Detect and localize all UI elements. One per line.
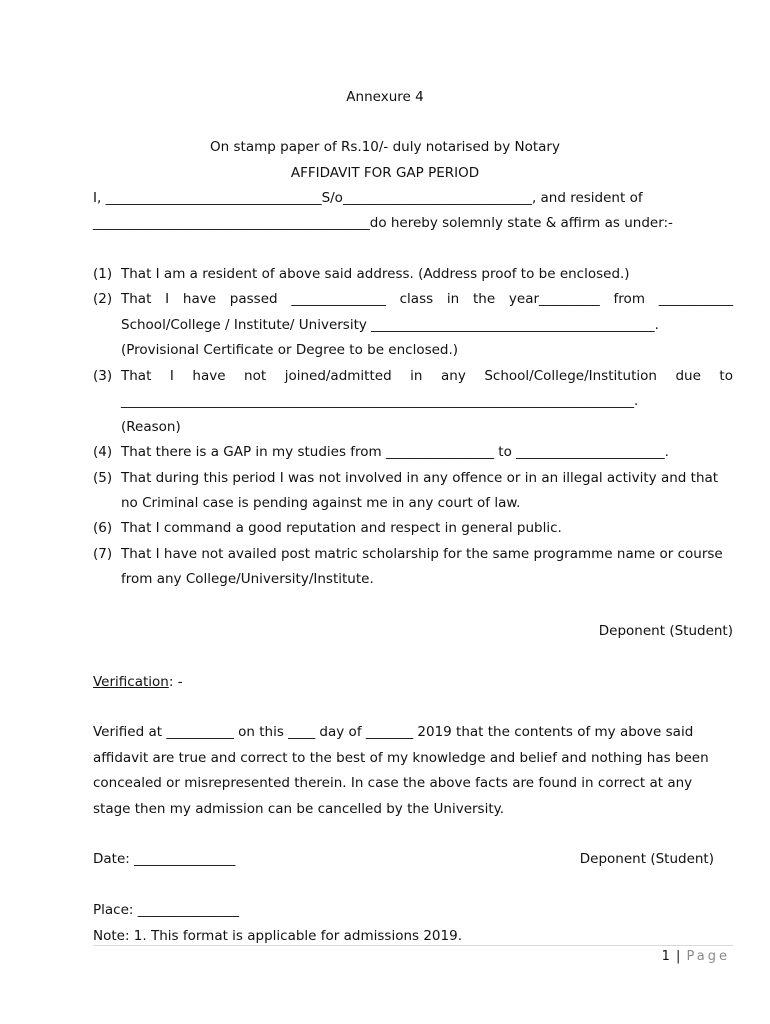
item-number: (6) bbox=[93, 520, 113, 536]
item-number: (2) bbox=[93, 291, 113, 307]
item-7-line-2: from any College/University/Institute. bbox=[121, 571, 374, 587]
item-number: (1) bbox=[93, 266, 113, 282]
verification-heading-text: Verification bbox=[93, 674, 169, 690]
intro-line-1: I, ________________________________S/o____________________________, and resident of bbox=[93, 190, 643, 206]
page-number: 1 bbox=[661, 949, 671, 964]
verification-line-3: concealed or misrepresented therein. In case the above facts are found in correct at any bbox=[93, 775, 693, 791]
verification-heading-suffix: : - bbox=[168, 674, 183, 690]
note-line: Note: 1. This format is applicable for admissions 2019. bbox=[93, 928, 462, 944]
item-3-line-2: ____________________________________________________________________________. bbox=[121, 393, 639, 409]
annexure-label: Annexure 4 bbox=[346, 89, 424, 105]
verification-heading bbox=[93, 673, 183, 691]
item-number: (7) bbox=[93, 546, 113, 562]
deponent-signature-label-2: Deponent (Student) bbox=[579, 851, 714, 867]
verification-line-4: stage then my admission can be cancelled by the University. bbox=[93, 801, 504, 817]
item-1-line-1: That I am a resident of above said address. (Address proof to be enclosed.) bbox=[121, 266, 630, 282]
item-number: (4) bbox=[93, 444, 113, 460]
item-2-line-3: (Provisional Certificate or Degree to be enclosed.) bbox=[121, 342, 459, 358]
deponent-signature-label: Deponent (Student) bbox=[598, 623, 733, 639]
page-separator: | bbox=[675, 949, 682, 964]
page-footer bbox=[662, 949, 730, 964]
item-7-line-1: That I have not availed post matric scholarship for the same programme name or course bbox=[121, 546, 723, 562]
item-5-line-2: no Criminal case is pending against me in any court of law. bbox=[121, 495, 521, 511]
document-title: AFFIDAVIT FOR GAP PERIOD bbox=[290, 165, 480, 181]
page-word: Page bbox=[686, 949, 730, 964]
item-6-line-1: That I command a good reputation and respect in general public. bbox=[121, 520, 562, 536]
item-4-line-1: That there is a GAP in my studies from ________________ to ______________________. bbox=[121, 444, 669, 460]
footer-divider bbox=[93, 945, 733, 946]
item-number: (3) bbox=[93, 368, 113, 384]
item-2-line-2: School/College / Institute/ University __________________________________________. bbox=[121, 317, 659, 333]
item-3-line-3: (Reason) bbox=[121, 419, 181, 435]
verification-line-1: Verified at __________ on this ____ day of _______ 2019 that the contents of my above said bbox=[93, 724, 694, 740]
date-line: Date: _______________ bbox=[93, 851, 236, 867]
place-line: Place: _______________ bbox=[93, 902, 239, 918]
item-5-line-1: That during this period I was not involved in any offence or in an illegal activity and that bbox=[121, 470, 719, 486]
item-number: (5) bbox=[93, 470, 113, 486]
intro-line-2: _________________________________________do hereby solemnly state & affirm as under:- bbox=[93, 215, 673, 231]
item-2-line-1: That I have passed ______________ class in the year_________ from ___________ bbox=[121, 291, 733, 307]
verification-line-2: affidavit are true and correct to the best of my knowledge and belief and nothing has been bbox=[93, 750, 709, 766]
item-3-line-1: That I have not joined/admitted in any School/College/Institution due to bbox=[121, 368, 733, 384]
stamp-paper-line: On stamp paper of Rs.10/- duly notarised by Notary bbox=[210, 139, 560, 155]
